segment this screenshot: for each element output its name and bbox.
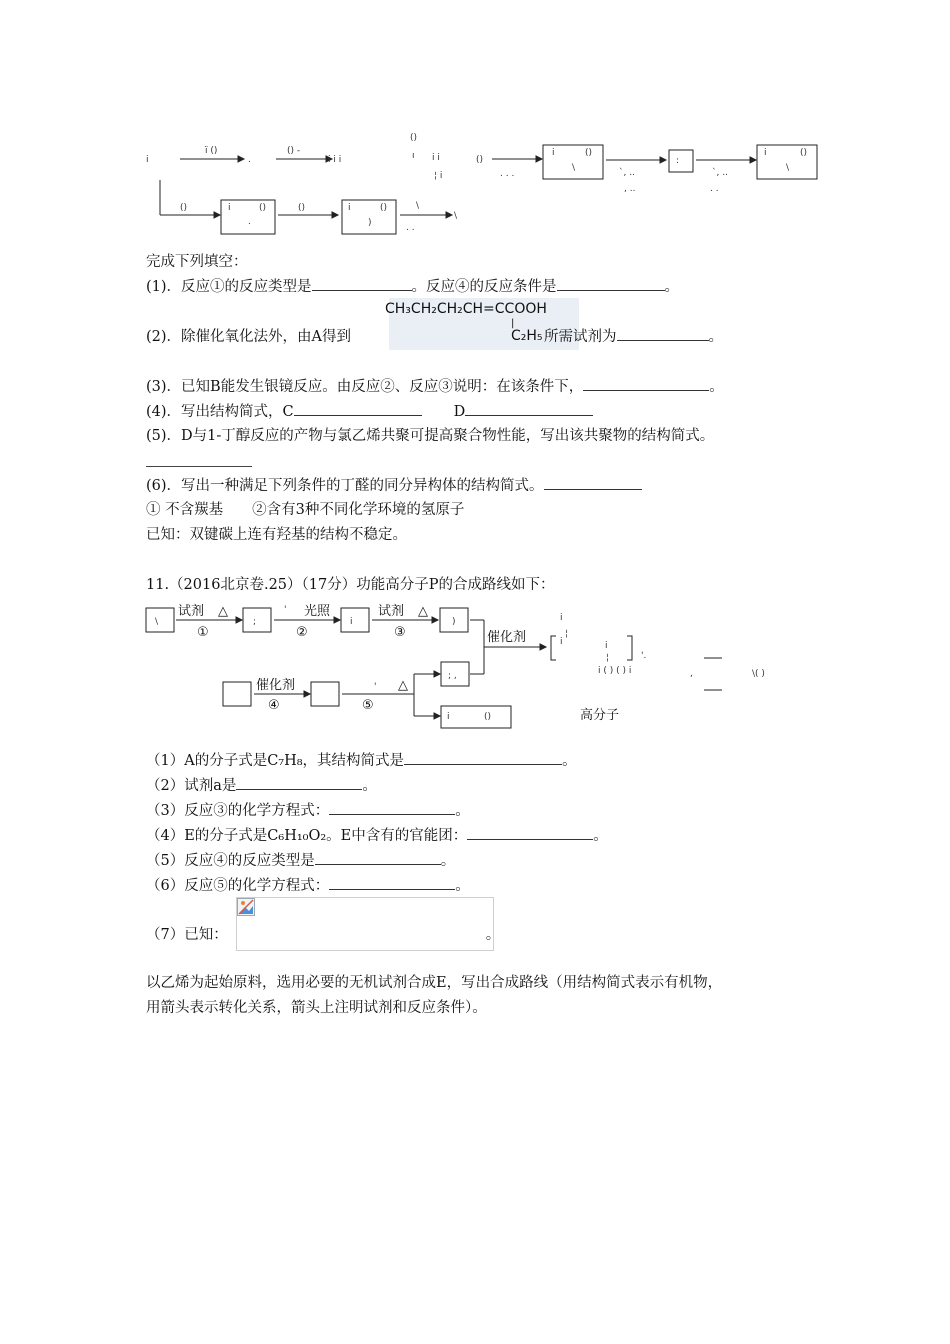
q11-part2-blank [236, 775, 362, 790]
svg-text:i: i [348, 203, 351, 213]
q10-part3-text-a: (3)．已知B能发生银镜反应。由反应②、反应③说明：在该条件下， [146, 379, 584, 395]
svg-text:,: , [690, 669, 693, 679]
q11-part1-blank [404, 750, 562, 765]
formula-bond: | [511, 318, 515, 329]
q11-part4-end: 。 [593, 828, 608, 844]
formula-substituent: C₂H₅ [511, 328, 543, 344]
q10-part1-text-b: 。反应④的反应条件是 [411, 279, 557, 295]
svg-text:': ' [374, 682, 377, 692]
svg-text:\: \ [416, 201, 420, 211]
svg-text:(): () [476, 155, 484, 165]
q10-intro: 完成下列填空： [146, 254, 248, 270]
reagent-label-3: 试剂 [378, 604, 405, 619]
svg-text:¦ i: ¦ i [434, 171, 443, 181]
svg-text:\: \ [786, 163, 790, 173]
svg-text:i: i [560, 637, 563, 647]
q11-part3 [146, 800, 470, 821]
q10-part6 [146, 475, 642, 496]
q10-part4-blank-c [294, 401, 422, 416]
q11-part6 [146, 875, 470, 896]
q11-synthesis-route [0, 595, 950, 735]
q11-part5 [146, 850, 455, 871]
q10-reaction-scheme [0, 0, 950, 250]
known-reaction-image-placeholder [236, 897, 494, 951]
svg-text:): ) [452, 617, 456, 627]
q11-part5-blank [315, 850, 441, 865]
q10-part6-blank [544, 475, 642, 490]
q11-part4-text: （4）E的分子式是C₆H₁₀O₂。E中含有的官能团： [146, 828, 468, 844]
reagent-label-1: 试剂 [178, 604, 205, 619]
q11-part3-end: 。 [455, 803, 470, 819]
heat-symbol-3: △ [418, 604, 428, 619]
svg-text:(): () [380, 203, 388, 213]
svg-text:. .: . . [710, 184, 719, 194]
svg-text:i: i [605, 641, 608, 651]
svg-text:`, ..: `, .. [712, 168, 728, 178]
q10-part3 [146, 376, 724, 397]
q10-part3-blank [583, 376, 709, 391]
q11-final-instruction-1: 以乙烯为起始原料，选用必要的无机试剂合成E，写出合成路线（用结构简式表示有机物， [146, 975, 723, 991]
q11-part6-text: （6）反应⑤的化学方程式： [146, 878, 330, 894]
q10-part2-text-a: (2)．除催化氧化法外，由A得到 [146, 329, 352, 345]
svg-text:. .: . . [406, 223, 415, 233]
q10-part2-text-b: 所需试剂为 [544, 329, 617, 345]
catalyst-label-4: 催化剂 [256, 678, 296, 693]
svg-text:i i: i i [432, 153, 440, 163]
q11-part5-end: 。 [440, 853, 456, 869]
svg-text:(): () [259, 203, 267, 213]
q11-part7-text: （7）已知： [146, 927, 228, 943]
q10-part1-text-c: 。 [664, 279, 680, 295]
q11-part4-blank [467, 825, 593, 840]
q10-part2-text-c: 。 [708, 329, 724, 345]
svg-text:. . .: . . . [500, 169, 515, 179]
q10-part1-blank-b [557, 276, 665, 291]
svg-text:): ) [368, 218, 372, 228]
q11-part1 [146, 750, 577, 771]
svg-text:ı: ı [412, 151, 415, 161]
light-label: 光照 [304, 604, 331, 619]
q10-part1-text-a: (1)．反应①的反应类型是 [146, 279, 312, 295]
svg-text:'.: '. [641, 651, 647, 661]
svg-text:i: i [447, 712, 450, 722]
q11-part2-text: （2）试剂a是 [146, 778, 237, 794]
svg-text:ï (): ï () [205, 146, 218, 156]
broken-image-icon [237, 898, 255, 916]
heat-symbol-1: △ [218, 604, 228, 619]
q11-part7-end: 。 [485, 927, 501, 943]
svg-text:.: . [248, 217, 251, 227]
svg-text:(): () [410, 133, 418, 143]
svg-text:(): () [800, 148, 808, 158]
q10-part4 [146, 401, 593, 422]
svg-text:i: i [764, 148, 767, 158]
q11-part1-text: （1）A的分子式是C₇H₈，其结构简式是 [146, 753, 405, 769]
q11-part5-text: （5）反应④的反应类型是 [146, 853, 315, 869]
svg-text:i: i [350, 617, 353, 627]
q11-part3-blank [329, 800, 455, 815]
svg-text:.: . [248, 155, 251, 165]
svg-text:i ( ) ( ) i: i ( ) ( ) i [598, 666, 632, 676]
svg-text:\: \ [572, 163, 576, 173]
svg-text:\: \ [155, 617, 159, 627]
svg-text::: : [676, 156, 680, 166]
q10-part2-blank [617, 326, 709, 341]
q10-part5: (5)．D与1-丁醇反应的产物与氯乙烯共聚可提高聚合物性能，写出该共聚物的结构简式。 [146, 428, 715, 444]
q10-part3-text-b: 。 [709, 379, 724, 395]
step-4-label: ④ [268, 698, 280, 713]
svg-text:¦: ¦ [606, 653, 610, 663]
q11-part6-blank [329, 875, 455, 890]
q11-part2 [146, 775, 377, 796]
svg-text:; ,: ; , [448, 671, 457, 681]
q11-part6-end: 。 [455, 878, 470, 894]
svg-text:i: i [146, 155, 149, 165]
svg-text:\: \ [454, 211, 458, 221]
svg-text:(): () [180, 203, 188, 213]
q10-part2 [146, 326, 723, 347]
svg-text:¦: ¦ [565, 629, 569, 639]
catalyst-label-main: 催化剂 [487, 630, 527, 645]
q11-title: 11.（2016北京卷.25）（17分）功能高分子P的合成路线如下： [146, 577, 555, 593]
q10-conditions: ① 不含羰基 ②含有3种不同化学环境的氢原子 [146, 502, 465, 518]
heat-symbol-5: △ [398, 678, 408, 693]
q11-part1-end: 。 [562, 753, 577, 769]
svg-text:i: i [560, 613, 563, 623]
q10-part4-text-c: (4)．写出结构简式，C [146, 404, 294, 420]
svg-text:`, ..: `, .. [619, 168, 635, 178]
svg-text:(): () [298, 203, 306, 213]
step-2-label: ② [296, 625, 308, 640]
svg-text:\( ): \( ) [752, 669, 765, 679]
q10-part4-blank-d [465, 401, 593, 416]
svg-text:i: i [228, 203, 231, 213]
step-5-label: ⑤ [362, 698, 374, 713]
formula-main-chain: CH₃CH₂CH₂CH=CCOOH [385, 301, 547, 317]
svg-text:(): () [585, 148, 593, 158]
q11-part3-text: （3）反应③的化学方程式： [146, 803, 330, 819]
q10-part1-blank-a [312, 276, 412, 291]
svg-text:(): () [484, 712, 492, 722]
q10-part1 [146, 276, 679, 297]
step-3-label: ③ [394, 625, 406, 640]
q10-part4-text-d: D [453, 404, 466, 420]
polymer-label: 高分子 [580, 708, 620, 723]
q11-part2-end: 。 [362, 778, 377, 794]
q10-known: 已知：双键碳上连有羟基的结构不稳定。 [146, 527, 407, 543]
svg-text:;: ; [253, 617, 257, 627]
q11-final-instruction-2: 用箭头表示转化关系，箭头上注明试剂和反应条件）。 [146, 1000, 487, 1016]
q10-part6-text: (6)．写出一种满足下列条件的丁醛的同分异构体的结构简式。 [146, 478, 544, 494]
q11-part4 [146, 825, 608, 846]
svg-text:() -: () - [287, 146, 301, 156]
svg-text:i i i: i i i [328, 155, 342, 165]
svg-text:, ..: , .. [624, 184, 636, 194]
svg-text:i: i [552, 148, 555, 158]
svg-text:': ' [284, 605, 287, 615]
q10-part5-blank [146, 466, 252, 467]
step-1-label: ① [197, 625, 209, 640]
